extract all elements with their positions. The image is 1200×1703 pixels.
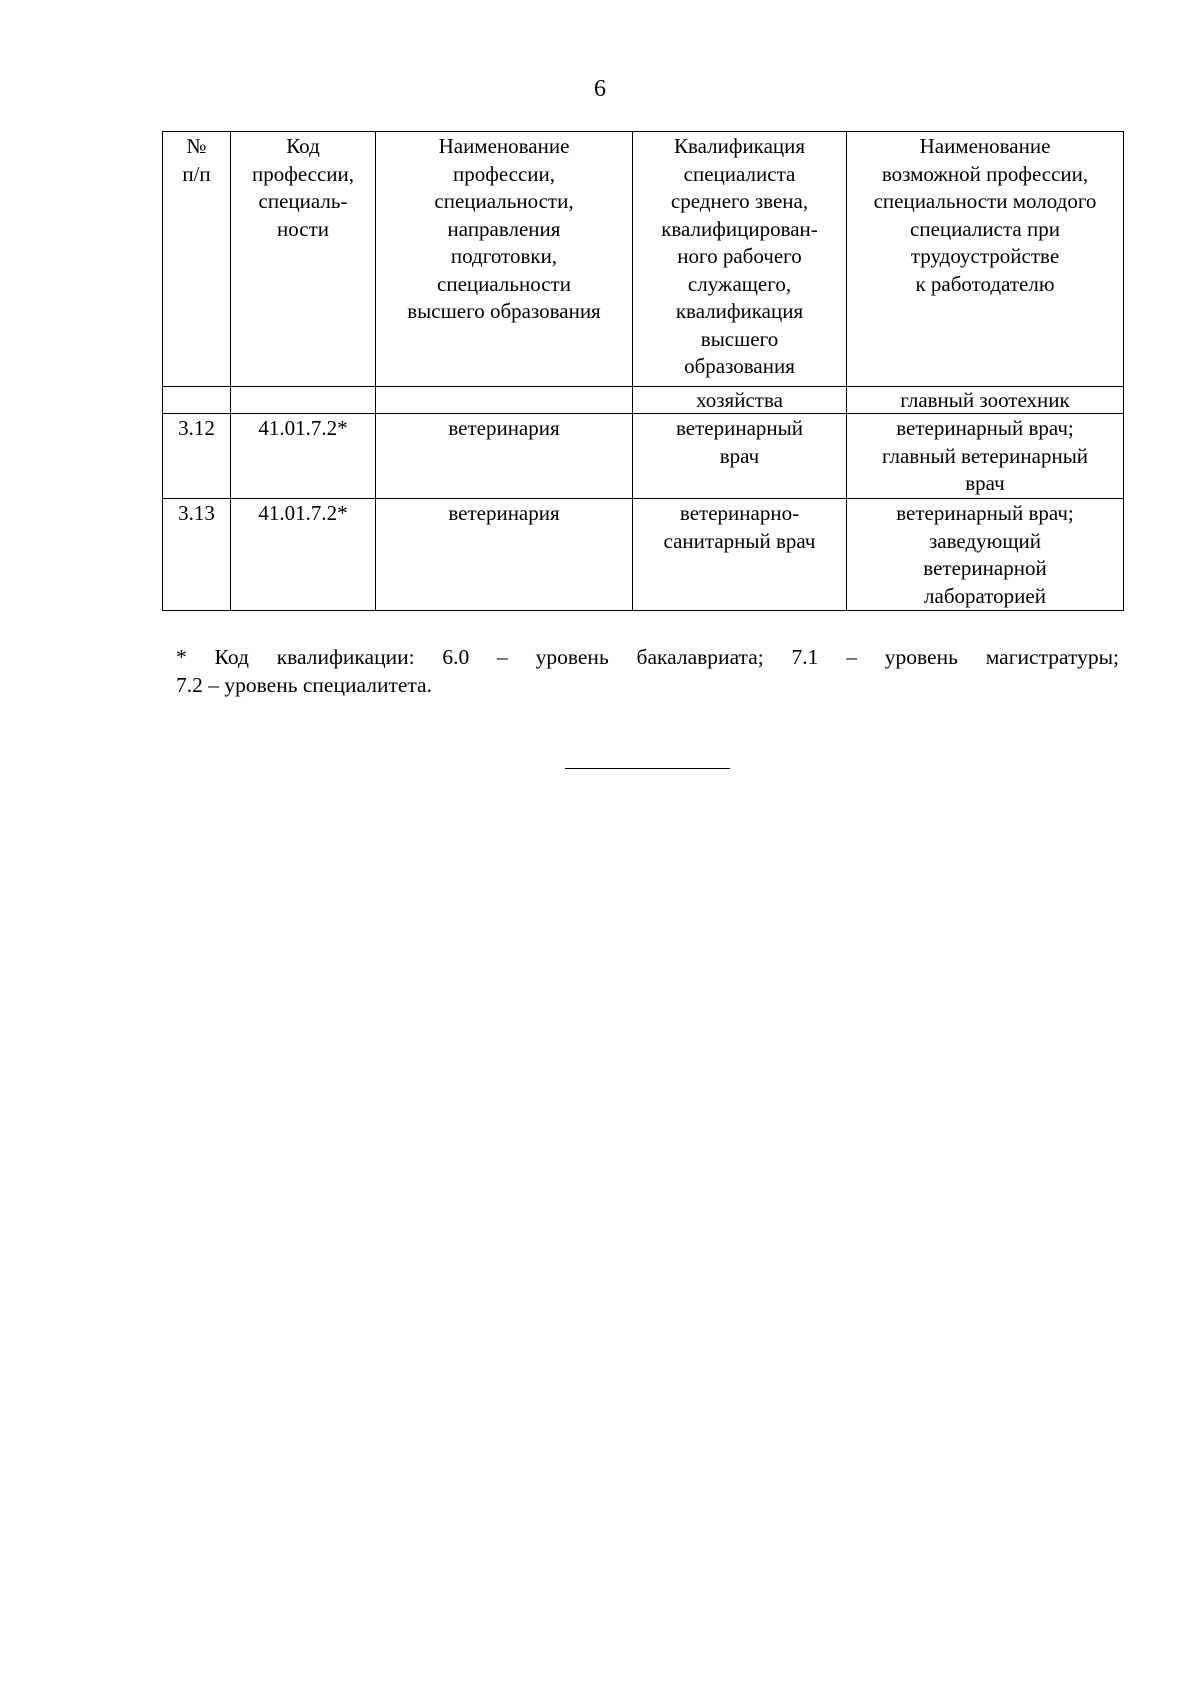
row-qualification: ветеринарно- санитарный врач bbox=[633, 499, 847, 611]
table-row bbox=[163, 499, 1124, 611]
table-cell: хозяйства bbox=[633, 387, 847, 414]
footnote-line-1: * Код квалификации: 6.0 – уровень бакалавриата; 7.1 – уровень магистратуры; bbox=[176, 645, 1119, 669]
row-specialty: ветеринария bbox=[376, 414, 633, 499]
table-continuation-row bbox=[163, 387, 1124, 414]
row-number: 3.12 bbox=[163, 414, 231, 499]
row-professions: ветеринарный врач; главный ветеринарный врач bbox=[847, 414, 1124, 499]
page-number: 6 bbox=[594, 76, 606, 102]
header-code: Код профессии, специаль- ности bbox=[231, 132, 376, 387]
header-possible-profession: Наименование возможной профессии, специальности молодого специалиста при трудоустройстве к работодателю bbox=[847, 132, 1124, 387]
table-cell bbox=[376, 387, 633, 414]
qualification-table bbox=[162, 131, 1124, 611]
table-header-row bbox=[163, 132, 1124, 387]
row-number: 3.13 bbox=[163, 499, 231, 611]
table-cell bbox=[231, 387, 376, 414]
header-specialty: Наименование профессии, специальности, направления подготовки, специальности высшего образования bbox=[376, 132, 633, 387]
header-qualification: Квалификация специалиста среднего звена, квалифицирован- ного рабочего служащего, квалификация высшего образования bbox=[633, 132, 847, 387]
header-number: № п/п bbox=[163, 132, 231, 387]
row-specialty: ветеринария bbox=[376, 499, 633, 611]
table-cell bbox=[163, 387, 231, 414]
footnote bbox=[176, 643, 1119, 699]
row-code: 41.01.7.2* bbox=[231, 414, 376, 499]
row-code: 41.01.7.2* bbox=[231, 499, 376, 611]
end-of-document-divider bbox=[565, 768, 730, 769]
row-professions: ветеринарный врач; заведующий ветеринарной лабораторией bbox=[847, 499, 1124, 611]
footnote-line-2: 7.2 – уровень специалитета. bbox=[176, 673, 432, 697]
table-row bbox=[163, 414, 1124, 499]
row-qualification: ветеринарный врач bbox=[633, 414, 847, 499]
table-cell: главный зоотехник bbox=[847, 387, 1124, 414]
